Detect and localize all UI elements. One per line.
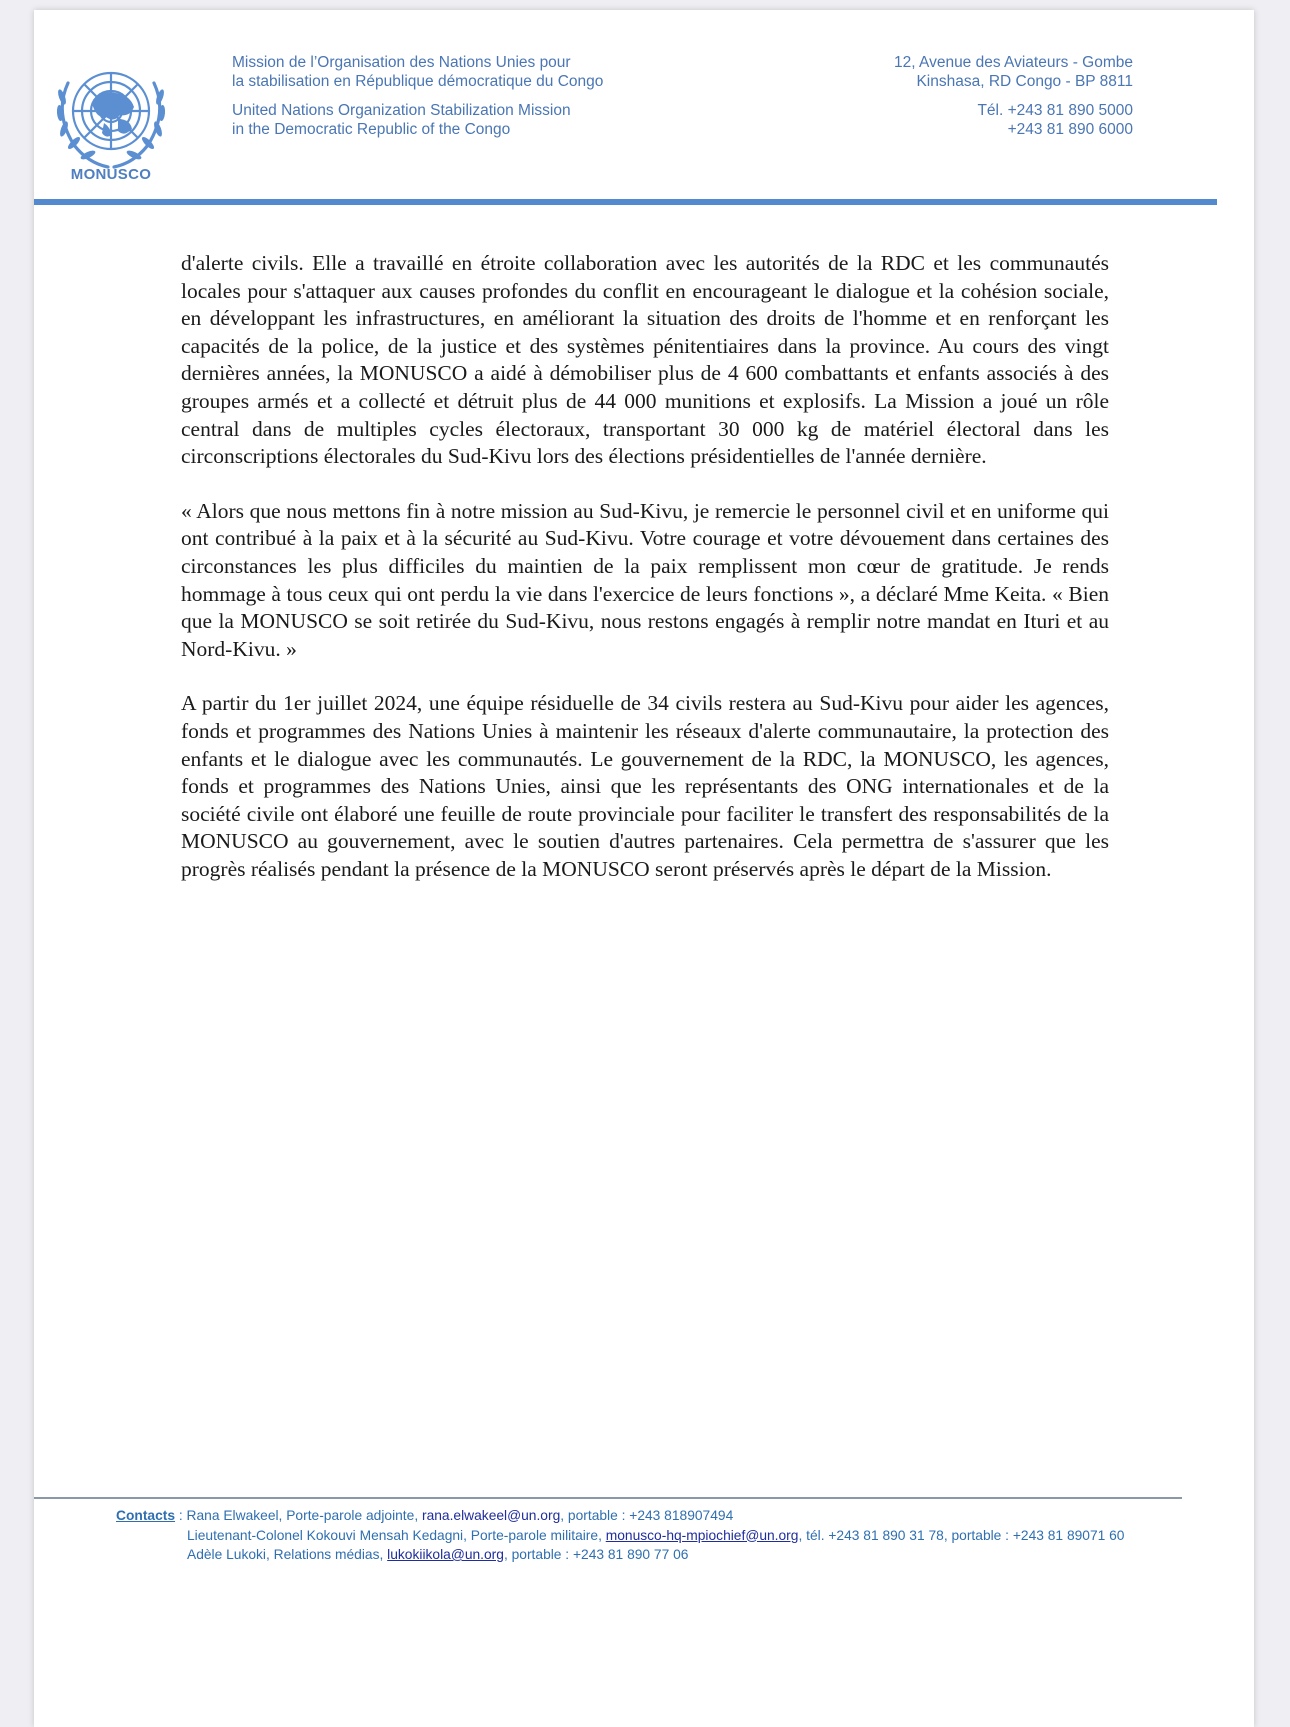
contact-row	[116, 1506, 1125, 1526]
org-fr-line: la stabilisation en République démocratique du Congo	[232, 72, 604, 90]
logo-label: MONUSCO	[70, 166, 152, 183]
phone-line: +243 81 890 6000	[1007, 120, 1133, 138]
email-link[interactable]: monusco-hq-mpiochief@un.org	[605, 1527, 799, 1543]
un-emblem-icon	[48, 53, 174, 179]
email-link[interactable]: rana.elwakeel@un.org	[421, 1508, 561, 1523]
org-name-english	[232, 102, 603, 139]
contact-text: , portable : +243 81 890 77 06	[503, 1547, 689, 1562]
address-line: Kinshasa, RD Congo - BP 8811	[916, 72, 1133, 90]
contact-row	[116, 1545, 1125, 1565]
body-paragraph: A partir du 1er juillet 2024, une équipe résiduelle de 34 civils restera au Sud-Kivu pour aider les agences, fonds et programmes des Nations Unies à maintenir les réseaux d'alerte communautaire, la protection des enfants et le dialogue avec les communautés. Le gouvernement de la RDC, la MONUSCO, les agences, fonds et programmes des Nations Unies, ainsi que les représentants des ONG internationales et de la société civile ont élaboré une feuille de route provinciale pour faciliter le transfert des responsabilités de la MONUSCO au gouvernement, avec le soutien d'autres partenaires. Cela permettra de s'assurer que les progrès réalisés pendant la présence de la MONUSCO seront préservés après le départ de la Mission.	[181, 691, 1109, 881]
body-paragraph: d'alerte civils. Elle a travaillé en étroite collaboration avec les autorités de la RDC et les communautés locales pour s'attaquer aux causes profondes du conflit en encourageant le dialogue et la cohésion sociale, en développant les infrastructures, en améliorant la situation des droits de l'homme et en renforçant les capacités de la police, de la justice et des systèmes pénitentiaires dans la province. Au cours des vingt dernières années, la MONUSCO a aidé à démobiliser plus de 4 600 combattants et enfants associés à des groupes armés et a collecté et détruit plus de 44 000 munitions et explosifs. La Mission a joué un rôle central dans de multiples cycles électoraux, transportant 30 000 kg de matériel électoral dans les circonscriptions électorales du Sud-Kivu lors des élections présidentielles de l'année dernière.	[181, 251, 1109, 469]
body-paragraph: « Alors que nous mettons fin à notre mission au Sud-Kivu, je remercie le personnel civil et en uniforme qui ont contribué à la paix et à la sécurité au Sud-Kivu. Votre courage et votre dévouement dans certaines des circonstances les plus difficiles du maintien de la paix remplissent mon cœur de gratitude. Je rends hommage à tous ceux qui ont perdu la vie dans l'exercice de leurs fonctions », a déclaré Mme Keita. « Bien que la MONUSCO se soit retirée du Sud-Kivu, nous restons engagés à remplir notre mandat en Ituri et au Nord-Kivu. »	[181, 498, 1109, 661]
org-en-line: United Nations Organization Stabilization Mission	[232, 102, 571, 119]
email-link[interactable]: lukokiikola@un.org	[387, 1547, 504, 1562]
contact-address	[894, 54, 1133, 150]
document-page	[34, 10, 1254, 1727]
phone-line: Tél. +243 81 890 5000	[977, 102, 1133, 119]
org-fr-line: Mission de l’Organisation des Nations Unies pour	[232, 54, 571, 71]
postal-address	[894, 54, 1133, 91]
contact-text: , tél. +243 81 890 31 78, portable : +243 81 89071 60	[798, 1527, 1125, 1543]
contact-row	[116, 1526, 1125, 1546]
contacts-separator: :	[175, 1508, 187, 1523]
contacts-footer	[116, 1506, 1125, 1565]
address-line: 12, Avenue des Aviateurs - Gombe	[894, 54, 1133, 71]
contact-text: , portable : +243 818907494	[560, 1508, 734, 1523]
contact-text: Rana Elwakeel, Porte-parole adjointe,	[186, 1508, 422, 1523]
footer-divider	[34, 1497, 1182, 1499]
org-en-line: in the Democratic Republic of the Congo	[232, 120, 511, 138]
un-emblem-logo	[48, 53, 174, 179]
header-divider	[34, 199, 1217, 205]
org-name-french	[232, 54, 603, 91]
contact-text: Adèle Lukoki, Relations médias,	[187, 1547, 388, 1562]
press-release-body	[181, 250, 1109, 910]
contact-text: Lieutenant-Colonel Kokouvi Mensah Kedagni, Porte-parole militaire,	[187, 1527, 606, 1543]
contacts-label: Contacts	[116, 1508, 176, 1523]
phone-numbers	[894, 102, 1133, 139]
organization-name	[232, 54, 603, 150]
